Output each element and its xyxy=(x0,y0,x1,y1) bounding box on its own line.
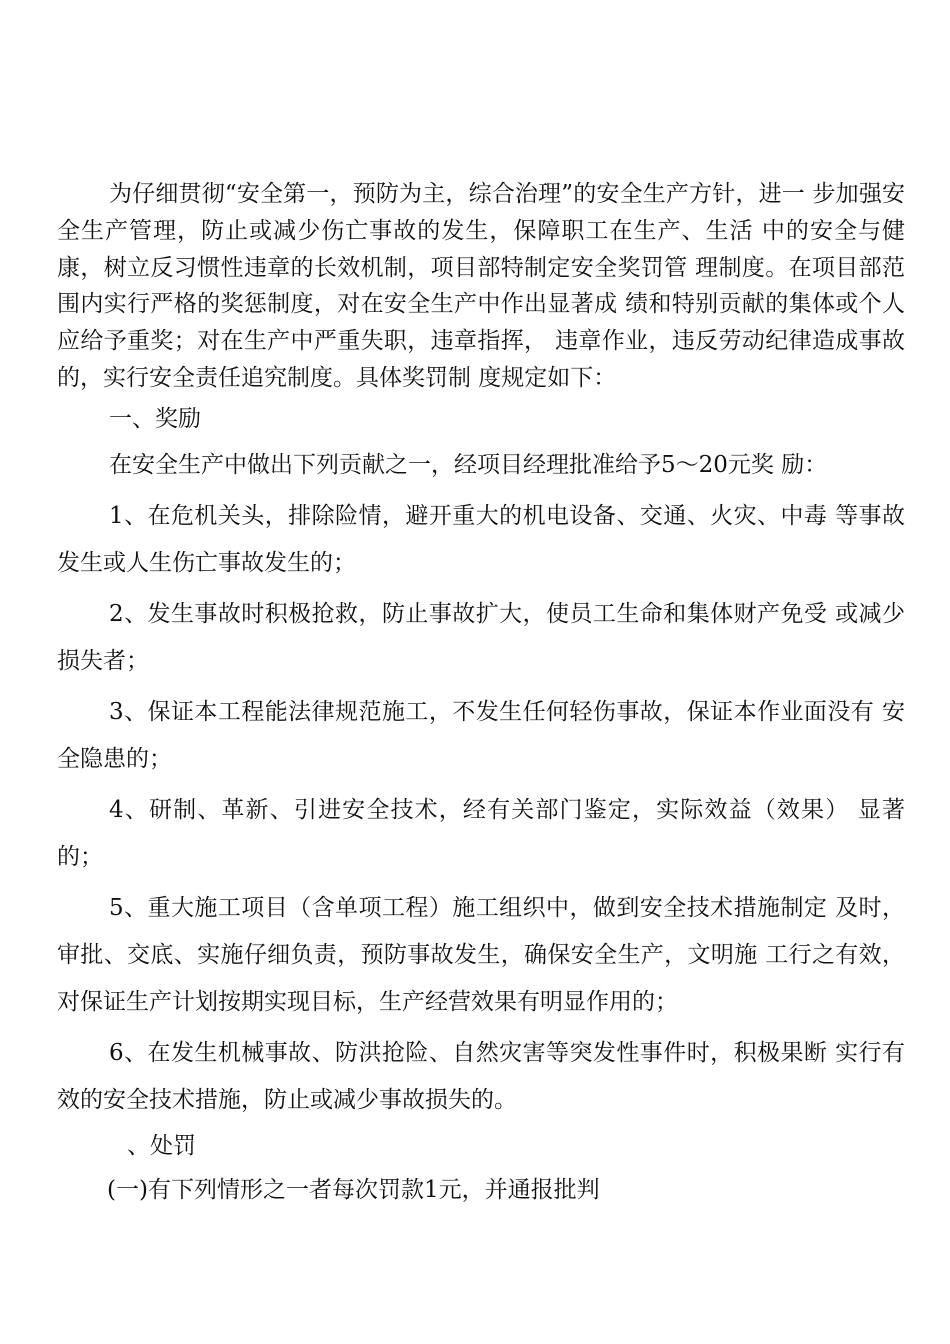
reward-item-5: 5、重大施工项目（含单项工程）施工组织中，做到安全技术措施制定 及时，审批、交底、实施仔细负责，预防事故发生，确保安全生产，文明施 工行之有效，对保证生产计划按期实现目标，生产经营效果有明显作用的； xyxy=(57,894,905,1015)
rewards-lead-paragraph: 在安全生产中做出下列贡献之一，经项目经理批准给予5〜20元奖 励： xyxy=(109,451,828,478)
document-body xyxy=(57,176,905,1208)
reward-item-4: 4、研制、革新、引进安全技术，经有关部门鉴定，实际效益（效果） 显著的； xyxy=(57,796,905,870)
reward-item-2: 2、发生事故时积极抢救，防止事故扩大，使员工生命和集体财产免受 或减少损失者； xyxy=(57,600,905,674)
intro-paragraph: 为仔细贯彻“安全第一，预防为主，综合治理”的安全生产方针，进一 步加强安全生产管理，防止或减少伤亡事故的发生，保障职工在生产、生活 中的安全与健康，树立反习惯性违章的长效机制，项目部特制定安全奖罚管 理制度。在项目部范围内实行严格的奖惩制度，对在安全生产中作出显著成 绩和特别贡献的集体或个人应给予重奖；对在生产中严重失职，违章指挥， 违章作业，违反劳动纪律造成事故的，实行安全责任追究制度。具体奖罚制 度规定如下： xyxy=(57,181,905,391)
penalty-subsection-1: (一)有下列情形之一者每次罚款1元，并通报批判 xyxy=(107,1176,600,1203)
reward-item-6: 6、在发生机械事故、防洪抢险、自然灾害等突发性事件时，积极果断 实行有效的安全技术措施，防止或减少事故损失的。 xyxy=(57,1039,905,1113)
reward-item-1: 1、在危机关头，排除险情，避开重大的机电设备、交通、火灾、中毒 等事故发生或人生伤亡事故发生的； xyxy=(57,502,905,576)
section-heading-penalties: 、处罚 xyxy=(127,1132,196,1159)
section-heading-rewards: 一、奖励 xyxy=(109,405,201,432)
reward-item-3: 3、保证本工程能法律规范施工，不发生任何轻伤事故，保证本作业面没有 安全隐患的； xyxy=(57,698,905,772)
